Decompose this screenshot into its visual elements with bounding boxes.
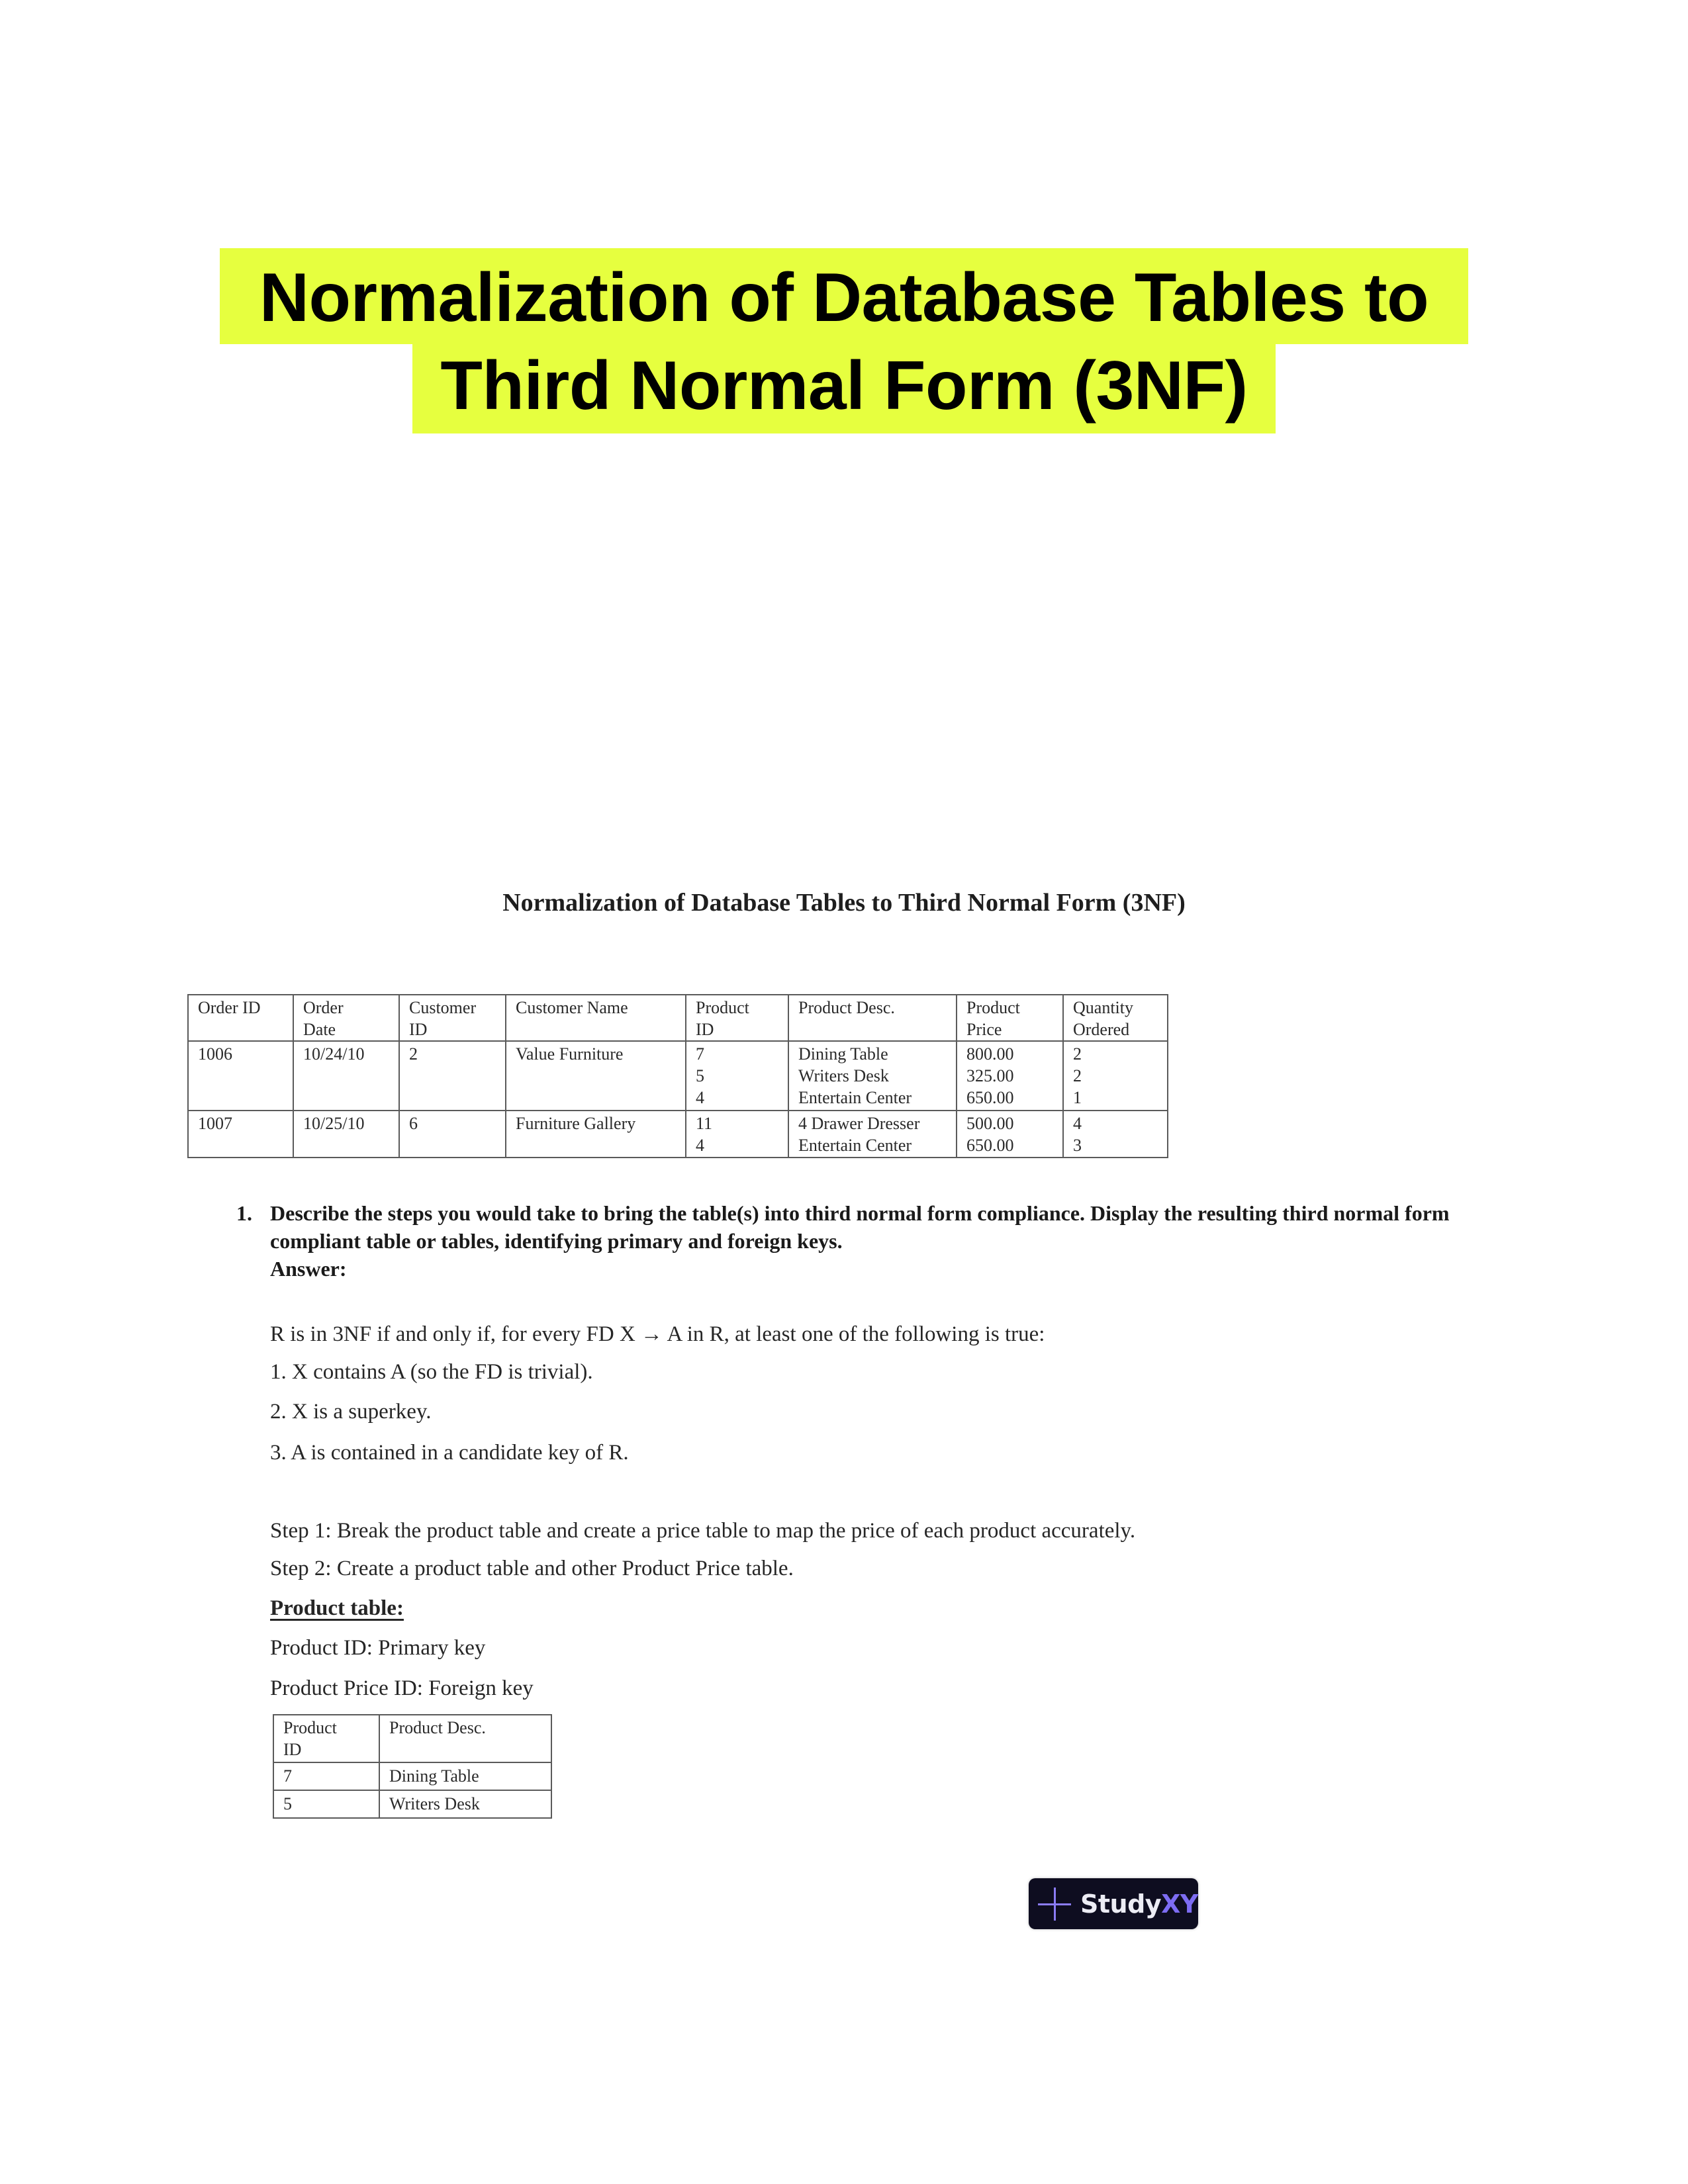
table-header-row bbox=[273, 1715, 551, 1762]
banner-title-line-2: Third Normal Form (3NF) bbox=[412, 344, 1276, 433]
foreign-key-note: Product Price ID: Foreign key bbox=[270, 1676, 534, 1700]
table-header-row bbox=[188, 995, 1168, 1041]
cell-product-ids: 11 4 bbox=[686, 1111, 788, 1158]
cell-product-id: 5 bbox=[273, 1790, 379, 1818]
3nf-definition: R is in 3NF if and only if, for every FD X → A in R, at least one of the following is true: bbox=[270, 1322, 1045, 1346]
question-block bbox=[270, 1199, 1475, 1283]
question-text: Describe the steps you would take to bring the table(s) into third normal form compliance. Display the resulting third normal form compliant table or tables, identifying primary and foreign keys. bbox=[270, 1201, 1450, 1253]
cell-quantities: 2 2 1 bbox=[1063, 1041, 1168, 1111]
brand-name-prefix: Study bbox=[1080, 1889, 1162, 1919]
header-product-desc: Product Desc. bbox=[379, 1715, 551, 1762]
cell-product-ids: 7 5 4 bbox=[686, 1041, 788, 1111]
cell-order-date: 10/24/10 bbox=[293, 1041, 399, 1111]
header-product-desc: Product Desc. bbox=[788, 995, 957, 1041]
table-row bbox=[188, 1111, 1168, 1158]
cell-quantities: 4 3 bbox=[1063, 1111, 1168, 1158]
header-customer-id: Customer ID bbox=[399, 995, 506, 1041]
question-number: 1. bbox=[236, 1201, 252, 1225]
table-row bbox=[188, 1041, 1168, 1111]
header-product-price: Product Price bbox=[957, 995, 1063, 1041]
header-product-id: Product ID bbox=[273, 1715, 379, 1762]
cell-product-desc: Dining Table bbox=[379, 1762, 551, 1790]
condition-2: 2. X is a superkey. bbox=[270, 1400, 432, 1424]
header-order-id: Order ID bbox=[188, 995, 293, 1041]
product-table-heading: Product table: bbox=[270, 1596, 404, 1620]
step-2: Step 2: Create a product table and other Product Price table. bbox=[270, 1557, 794, 1580]
table-row bbox=[273, 1762, 551, 1790]
cell-customer-id: 6 bbox=[399, 1111, 506, 1158]
cell-product-id: 7 bbox=[273, 1762, 379, 1790]
orders-table bbox=[187, 994, 1168, 1158]
banner-title-line-1: Normalization of Database Tables to bbox=[220, 248, 1468, 344]
studyxy-logo-badge bbox=[1029, 1878, 1198, 1929]
header-customer-name: Customer Name bbox=[506, 995, 686, 1041]
condition-1: 1. X contains A (so the FD is trivial). bbox=[270, 1360, 593, 1384]
cell-customer-id: 2 bbox=[399, 1041, 506, 1111]
header-order-date: Order Date bbox=[293, 995, 399, 1041]
primary-key-note: Product ID: Primary key bbox=[270, 1636, 486, 1660]
cell-product-descs: Dining Table Writers Desk Entertain Center bbox=[788, 1041, 957, 1111]
document-heading: Normalization of Database Tables to Third Normal Form (3NF) bbox=[502, 889, 1186, 917]
product-table bbox=[273, 1714, 552, 1819]
cell-customer-name: Furniture Gallery bbox=[506, 1111, 686, 1158]
cell-order-id: 1006 bbox=[188, 1041, 293, 1111]
cell-product-desc: Writers Desk bbox=[379, 1790, 551, 1818]
cell-customer-name: Value Furniture bbox=[506, 1041, 686, 1111]
cell-order-date: 10/25/10 bbox=[293, 1111, 399, 1158]
header-quantity-ordered: Quantity Ordered bbox=[1063, 995, 1168, 1041]
header-product-id: Product ID bbox=[686, 995, 788, 1041]
cell-order-id: 1007 bbox=[188, 1111, 293, 1158]
cell-product-descs: 4 Drawer Dresser Entertain Center bbox=[788, 1111, 957, 1158]
cell-product-prices: 800.00 325.00 650.00 bbox=[957, 1041, 1063, 1111]
cell-product-prices: 500.00 650.00 bbox=[957, 1111, 1063, 1158]
brand-name-suffix: XY bbox=[1161, 1889, 1198, 1919]
condition-3: 3. A is contained in a candidate key of R. bbox=[270, 1441, 629, 1465]
plus-icon bbox=[1038, 1888, 1071, 1921]
table-row bbox=[273, 1790, 551, 1818]
step-1: Step 1: Break the product table and create a price table to map the price of each product accurately. bbox=[270, 1519, 1136, 1543]
answer-label: Answer: bbox=[270, 1257, 347, 1281]
